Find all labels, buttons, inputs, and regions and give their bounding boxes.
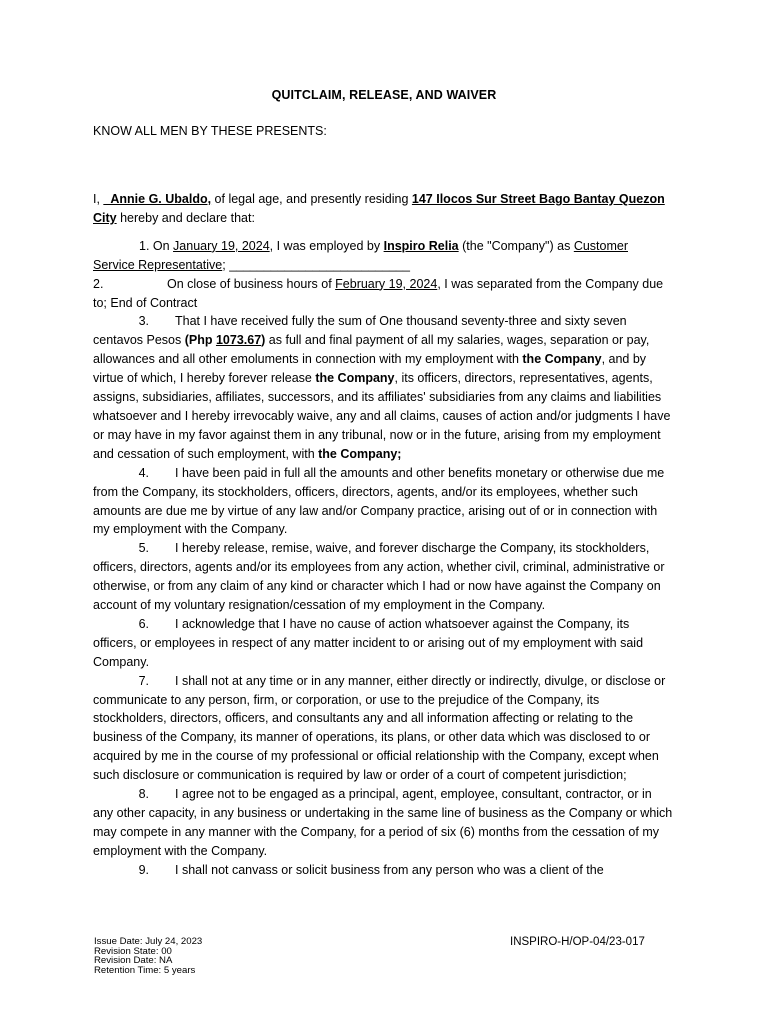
clause-5-number: 5. (138, 541, 149, 556)
clause-3-number: 3. (138, 314, 149, 329)
clause-6-number: 6. (138, 616, 149, 631)
clause-3-text-d: , its officers, directors, representatives, agents, assigns, subsidiaries, affiliates, successors, and its affiliates' subsidiaries from any claims and liabilities whatsoever and I hereby irrevocably waive, any and all claims, causes of action and/or judgments I have or may have in my favor against them in any tribunal, now or in the future, arising from my employment and cessation of such employment, with (93, 371, 671, 461)
clause-7-number: 7. (138, 673, 149, 688)
clause-7 (93, 672, 673, 785)
clause-9 (93, 861, 673, 880)
employee-address: 147 Ilocos Sur Street Bago Bantay Quezon City (93, 192, 665, 225)
clause-8 (93, 785, 673, 861)
the-company-1: the Company (522, 352, 602, 367)
document-title: QUITCLAIM, RELEASE, AND WAIVER (271, 88, 497, 102)
clause-6-text: I acknowledge that I have no cause of action whatsoever against the Company, its officers, or employees in respect of any matter incident to or arising out of my employment with said Company. (93, 616, 644, 669)
settlement-amount: 1073.67 (215, 333, 262, 348)
clause-2 (93, 275, 673, 313)
clause-1-text-b: (the "Company") as (458, 238, 574, 253)
clause-3-text-a: That I have received fully the sum of One thousand seventy-three and sixty seven centavos Pesos (93, 314, 627, 348)
separation-date: February 19, 2024 (335, 276, 438, 291)
clause-4 (93, 464, 673, 540)
clause-7-text: I shall not at any time or in any manner, either directly or indirectly, divulge, or disclose or communicate to any person, firm, or corporation, or use to the prejudice of the Company, its stockholders, directors, officers, and consultants any and all information affecting or relating to the business of the Company, its manner of operations, its plans, or other data which was disclosed to or acquired by me in the course of my professional or official relationship with the Company, except when such disclosure or communication is required by law or order of a court of competent jurisdiction; (93, 673, 666, 783)
retention-time: Retention Time: 5 years (94, 964, 196, 976)
clause-2-text-b: , I was separated from the Company due to; End of Contract (93, 276, 664, 310)
know-all-heading: KNOW ALL MEN BY THESE PRESENTS: (93, 124, 327, 138)
employee-name: _Annie G. Ubaldo, (103, 192, 212, 206)
clause-9-number: 9. (138, 862, 149, 877)
revision-state: Revision State: 00 (94, 945, 172, 957)
document-body (93, 190, 673, 880)
php-close: ) (261, 333, 266, 348)
clause-5-text: I hereby release, remise, waive, and forever discharge the Company, its stockholders, officers, directors, agents and/or its employees from any action, whether civil, criminal, administrative or otherwise, or from any claim of any kind or character which I had or now have against the Company on account of my voluntary resignation/cessation of my employment in the Company. (93, 541, 665, 613)
clause-2-number: 2. (93, 276, 104, 291)
intro-pre: I, (93, 192, 104, 206)
clause-2-text-a: On close of business hours of (167, 276, 336, 291)
clause-5 (93, 539, 673, 615)
company-name: Inspiro Relia (383, 238, 459, 253)
intro-mid: of legal age, and presently residing (211, 192, 412, 206)
clause-1-text-c: ; (222, 257, 230, 272)
blank-line: __________________________ (229, 257, 410, 272)
clause-3-text-b: as full and final payment of all my salaries, wages, separation or pay, allowances and all other emoluments in connection with my employment with (93, 333, 650, 367)
intro-paragraph (93, 190, 673, 228)
clause-8-text: I agree not to be engaged as a principal, agent, employee, consultant, contractor, or in any other capacity, in any business or undertaking in the same line of business as the Company or which may compete in any manner with the Company, for a period of six (6) months from the cessation of my employment with the Company. (93, 787, 673, 858)
the-company-3: the Company; (318, 446, 402, 461)
intro-post: hereby and declare that: (116, 210, 255, 225)
position-title: Customer Service Representative (93, 238, 628, 272)
clause-9-text: I shall not canvass or solicit business from any person who was a client of the (175, 862, 604, 877)
clause-3-text-c: , and by virtue of which, I hereby forever release (93, 352, 647, 386)
clause-1-number: 1. On (139, 238, 174, 253)
revision-date: Revision Date: NA (94, 955, 173, 967)
clause-4-number: 4. (138, 465, 149, 480)
clause-1 (93, 237, 673, 275)
clause-4-text: I have been paid in full all the amounts and other benefits monetary or otherwise due me from the Company, its stockholders, officers, directors, agents, and/or its employees, whether such amounts are due me by virtue of any law and/or Company practice, arising out of or in connection with my employment with the Company. (93, 465, 665, 537)
the-company-2: the Company (315, 371, 395, 386)
clause-3 (93, 312, 673, 463)
employment-date: January 19, 2024 (173, 238, 270, 253)
clause-6 (93, 615, 673, 672)
php-open: (Php (184, 333, 216, 348)
document-code: INSPIRO-H/OP-04/23-017 (510, 936, 645, 948)
clause-1-text-a: , I was employed by (269, 238, 384, 253)
clause-8-number: 8. (138, 787, 149, 802)
issue-date: Issue Date: July 24, 2023 (94, 936, 203, 947)
document-control-info (94, 937, 202, 975)
